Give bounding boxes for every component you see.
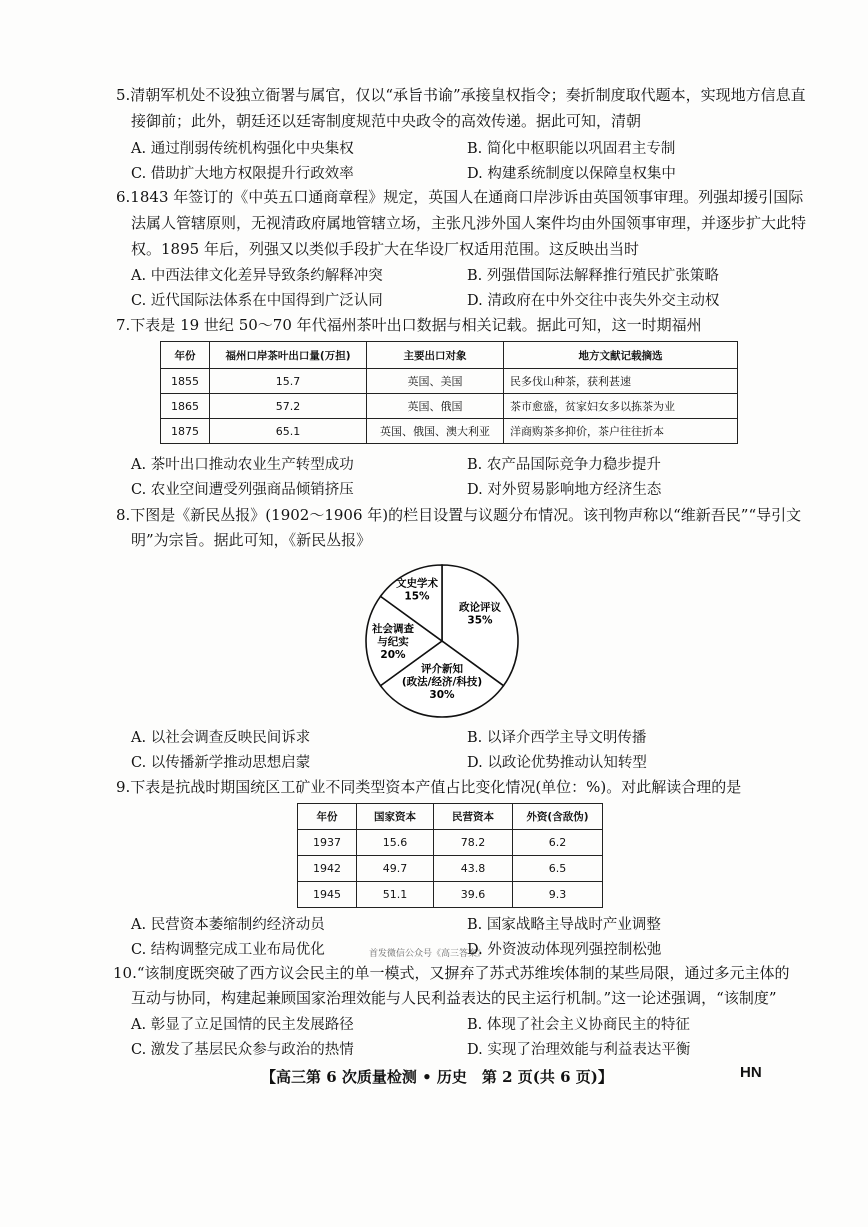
q9-stem-line1: 9.下表是抗战时期国统区工矿业不同类型资本产值占比变化情况(单位：%)。对此解读合理的是 [116, 778, 742, 796]
table-cell: 57.2 [210, 394, 367, 419]
q5-option-a: A. 通过削弱传统机构强化中央集权 [131, 141, 354, 157]
q6-stem-line2: 法属人管辖原则，无视清政府属地管辖立场，主张凡涉外国人案件均由外国领事审理，并逐步扩大此特 [131, 214, 807, 232]
q8-option-d: D. 以政论优势推动认知转型 [467, 755, 647, 771]
table-cell: 英国、美国 [367, 369, 504, 394]
q10-option-d: D. 实现了治理效能与利益表达平衡 [467, 1042, 691, 1058]
table-cell: 1945 [298, 882, 357, 908]
table-row [161, 394, 738, 419]
table-cell: 茶市愈盛，贫家妇女多以拣茶为业 [504, 394, 738, 419]
table-cell: 1865 [161, 394, 210, 419]
table-cell: 65.1 [210, 419, 367, 444]
watermark-text: 首发微信公众号《高三答案》 [369, 949, 487, 959]
q10-stem-line1: 10.“该制度既突破了西方议会民主的单一模式，又摒弃了苏式苏维埃体制的某些局限，通过多元主体的 [113, 964, 790, 982]
pie-slice-value: 30% [429, 689, 455, 701]
table-cell: 英国、俄国 [367, 394, 504, 419]
q7-stem-line1: 7.下表是 19 世纪 50～70 年代福州茶叶出口数据与相关记载。据此可知，这一时期福州 [116, 316, 702, 334]
table-header: 年份 [161, 342, 210, 369]
table-row [161, 419, 738, 444]
q5-option-d: D. 构建系统制度以保障皇权集中 [467, 166, 676, 182]
q5-stem-line1: 5.清朝军机处不设独立衙署与属官，仅以“承旨书谕”承接皇权指令；奏折制度取代题本，实现地方信息直 [116, 86, 806, 104]
q6-option-b: B. 列强借国际法解释推行殖民扩张策略 [467, 268, 719, 284]
pie-slice-label: 与纪实 [377, 636, 409, 648]
table-header: 年份 [298, 804, 357, 830]
table-cell: 民多伐山种茶，获利甚速 [504, 369, 738, 394]
table-cell: 1937 [298, 830, 357, 856]
page-footer: 【高三第 6 次质量检测 • 历史 第 2 页(共 6 页)】 [261, 1068, 613, 1086]
q6-stem-line1: 6.1843 年签订的《中英五口通商章程》规定，英国人在通商口岸涉诉由英国领事审理。列强却援引国际 [116, 188, 804, 206]
pie-slice-value: 35% [467, 614, 493, 627]
table-cell: 39.6 [434, 882, 513, 908]
table-cell: 6.5 [513, 856, 603, 882]
table-cell: 洋商购茶多抑价，茶户往往折本 [504, 419, 738, 444]
q8-option-a: A. 以社会调查反映民间诉求 [131, 730, 311, 746]
q7-option-d: D. 对外贸易影响地方经济生态 [467, 482, 662, 498]
table-row [298, 830, 603, 856]
q8-option-c: C. 以传播新学推动思想启蒙 [131, 755, 311, 771]
table-cell: 1855 [161, 369, 210, 394]
pie-slice-label: 评介新知 [421, 663, 463, 675]
table-header: 福州口岸茶叶出口量(万担) [210, 342, 367, 369]
pie-slice-label: 政论评议 [459, 601, 501, 614]
table-row [298, 856, 603, 882]
q6-option-a: A. 中西法律文化差异导致条约解释冲突 [131, 268, 383, 284]
table-header-row [161, 342, 738, 369]
q9-option-b: B. 国家战略主导战时产业调整 [467, 917, 661, 933]
q5-stem-line2: 接御前；此外，朝廷还以廷寄制度规范中央政令的高效传递。据此可知，清朝 [131, 112, 642, 130]
table-header: 民营资本 [434, 804, 513, 830]
q8-option-b: B. 以译介西学主导文明传播 [467, 730, 647, 746]
table-cell: 9.3 [513, 882, 603, 908]
pie-slice-label: 社会调查 [372, 623, 414, 635]
table-cell: 15.7 [210, 369, 367, 394]
table-cell: 51.1 [357, 882, 434, 908]
q9-option-c: C. 结构调整完成工业布局优化 [131, 942, 325, 958]
q6-option-d: D. 清政府在中外交往中丧失外交主动权 [467, 293, 720, 309]
pie-slice-value: 15% [404, 590, 430, 603]
q7-option-b: B. 农产品国际竞争力稳步提升 [467, 457, 661, 473]
table-cell: 1942 [298, 856, 357, 882]
pie-slice-label: 文史学术 [396, 577, 438, 590]
q9-option-a: A. 民营资本萎缩制约经济动员 [131, 917, 325, 933]
table-header: 主要出口对象 [367, 342, 504, 369]
q6-stem-line3: 权。1895 年后，列强又以类似手段扩大在华设厂权适用范围。这反映出当时 [131, 240, 639, 258]
table-cell: 6.2 [513, 830, 603, 856]
q10-option-c: C. 激发了基层民众参与政治的热情 [131, 1042, 354, 1058]
q8-pie-chart [357, 556, 527, 726]
pie-slice-label: (政法/经济/科技) [401, 676, 483, 688]
q10-stem-line2: 互动与协同，构建起兼顾国家治理效能与人民利益表达的民主运行机制。”这一论述强调，“该制度” [131, 989, 777, 1007]
region-code: HN [740, 1064, 762, 1081]
table-header: 国家资本 [357, 804, 434, 830]
table-row [298, 882, 603, 908]
table-cell: 43.8 [434, 856, 513, 882]
table-cell: 英国、俄国、澳大利亚 [367, 419, 504, 444]
q5-option-c: C. 借助扩大地方权限提升行政效率 [131, 166, 354, 182]
table-cell: 15.6 [357, 830, 434, 856]
table-cell: 1875 [161, 419, 210, 444]
q9-option-d: D. 外资波动体现列强控制松弛 [467, 942, 662, 958]
q9-table [297, 803, 603, 908]
q8-stem-line2: 明”为宗旨。据此可知，《新民丛报》 [131, 531, 372, 549]
table-header: 外资(含敌伪) [513, 804, 603, 830]
q10-option-a: A. 彰显了立足国情的民主发展路径 [131, 1017, 354, 1033]
table-cell: 49.7 [357, 856, 434, 882]
q10-option-b: B. 体现了社会主义协商民主的特征 [467, 1017, 690, 1033]
q7-table [160, 341, 738, 444]
q7-option-a: A. 茶叶出口推动农业生产转型成功 [131, 457, 354, 473]
q8-stem-line1: 8.下图是《新民丛报》(1902～1906 年)的栏目设置与议题分布情况。该刊物声称以“维新吾民”“导引文 [116, 506, 802, 524]
q6-option-c: C. 近代国际法体系在中国得到广泛认同 [131, 293, 383, 309]
q5-option-b: B. 简化中枢职能以巩固君主专制 [467, 141, 676, 157]
pie-slice-value: 20% [380, 649, 406, 661]
table-header-row [298, 804, 603, 830]
q7-option-c: C. 农业空间遭受列强商品倾销挤压 [131, 482, 354, 498]
table-cell: 78.2 [434, 830, 513, 856]
table-header: 地方文献记载摘选 [504, 342, 738, 369]
table-row [161, 369, 738, 394]
